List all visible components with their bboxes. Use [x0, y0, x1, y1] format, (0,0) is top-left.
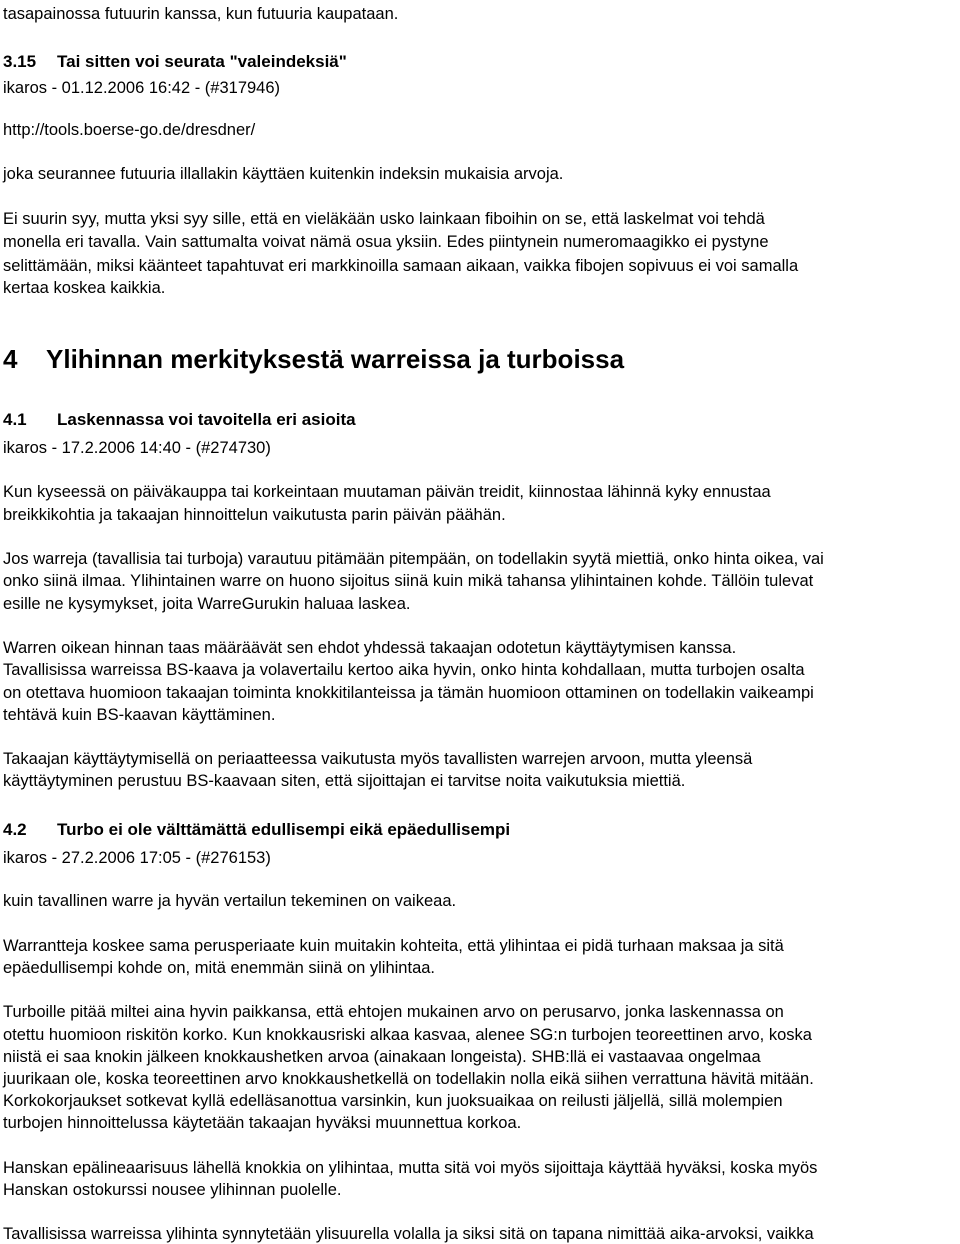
text-line: Turboille pitää miltei aina hyvin paikkansa, että ehtojen mukainen arvo on perusarvo, jonka laskennassa on: [3, 1003, 784, 1021]
section-number: 4.1: [3, 410, 27, 429]
text-line: Ei suurin syy, mutta yksi syy sille, että en vieläkään usko lainkaan fiboihin on se, että laskelmat voi tehdä: [3, 210, 765, 228]
text-line: Kun kyseessä on päiväkauppa tai korkeintaan muutaman päivän treidit, kiinnostaa lähinnä kyky ennustaa: [3, 483, 771, 501]
post-meta: ikaros - 17.2.2006 14:40 - (#274730): [3, 439, 271, 457]
section-heading-4-2: [3, 820, 510, 840]
post-meta: ikaros - 27.2.2006 17:05 - (#276153): [3, 849, 271, 867]
section-heading-3-15: [3, 52, 347, 72]
text-line: joka seurannee futuuria illallakin käyttäen kuitenkin indeksin mukaisia arvoja.: [3, 165, 564, 183]
section-number: 3.15: [3, 52, 37, 71]
text-line: Tavallisissa warreissa ylihinta synnytetään ylisuurella volalla ja siksi sitä on tapana nimittää aika-arvoksi, vaikka: [3, 1225, 814, 1243]
text-line: turbojen hinnoittelussa käytetään takaajan hyväksi muunnettua korkoa.: [3, 1114, 522, 1132]
section-heading-4-1: [3, 410, 356, 430]
text-line: Tavallisissa warreissa BS-kaava ja volavertailu kertoo aika hyvin, onko hinta kohdallaan, mutta turbojen osalta: [3, 661, 805, 679]
section-title: Turbo ei ole välttämättä edullisempi eikä epäedullisempi: [57, 820, 511, 839]
section-title: Ylihinnan merkityksestä warreissa ja turboissa: [46, 344, 625, 374]
text-line: kuin tavallinen warre ja hyvän vertailun tekeminen on vaikeaa.: [3, 892, 457, 910]
section-title: Laskennassa voi tavoitella eri asioita: [57, 410, 356, 429]
text-line: monella eri tavalla. Vain sattumalta voivat nämä osua yksiin. Edes piintynein numeromaagikko ei pystyne: [3, 233, 769, 251]
text-line: Hanskan ostokurssi nousee ylihinnan puolelle.: [3, 1181, 342, 1199]
text-line: epäedullisempi kohde on, mitä enemmän siinä on ylihintaa.: [3, 959, 436, 977]
text-line: tehtävä kuin BS-kaavan käyttäminen.: [3, 706, 276, 724]
text-line: juurikaan ole, koska teoreettinen arvo knokkaushetkellä on todellakin nolla eikä siihen verrattuna hävitä mitään.: [3, 1070, 814, 1088]
text-line: kertaa koskea kaikkia.: [3, 279, 166, 297]
text-line: Hanskan epälineaarisuus lähellä knokkia on ylihintaa, mutta sitä voi myös sijoittaja käyttää hyväksi, koska myös: [3, 1159, 818, 1177]
text-line: Jos warreja (tavallisia tai turboja) varautuu pitämään pitempään, on todellakin syytä miettiä, onko hinta oikea, vai: [3, 550, 824, 568]
text-line: Takaajan käyttäytymisellä on periaatteessa vaikutusta myös tavallisten warrejen arvoon, mutta yleensä: [3, 750, 753, 768]
text-line: Warrantteja koskee sama perusperiaate kuin muitakin kohteita, että ylihintaa ei pidä turhaan maksaa ja sitä: [3, 937, 784, 955]
text-line: otettu huomioon riskitön korko. Kun knokkausriski alkaa kasvaa, alenee SG:n turbojen teoreettinen arvo, koska: [3, 1026, 812, 1044]
text-line: http://tools.boerse-go.de/dresdner/: [3, 121, 256, 139]
section-number: 4: [3, 344, 18, 374]
text-line: on otettava huomioon takaajan toiminta knokkitilanteissa ja tämän huomioon ottaminen on todellakin vaikeampi: [3, 684, 814, 702]
section-heading-4: [3, 344, 624, 374]
text-line: käyttäytyminen perustuu BS-kaavaan siten, että sijoittajan ei tarvitse noita vaikutuksia miettiä.: [3, 772, 686, 790]
text-line: niistä ei saa knokin jälkeen knokkaushetken arvoa (ainakaan longeista). SHB:llä ei vastaavaa ongelmaa: [3, 1048, 761, 1066]
text-line: tasapainossa futuurin kanssa, kun futuuria kaupataan.: [3, 5, 399, 23]
post-meta: ikaros - 01.12.2006 16:42 - (#317946): [3, 79, 281, 97]
text-line: Korkokorjaukset sotkevat kyllä edelläsanottua varsinkin, kun juoksuaikaa on reilusti jäljellä, sillä molempien: [3, 1092, 783, 1110]
text-line: esille ne kysymykset, joita WarreGurukin haluaa laskea.: [3, 595, 411, 613]
section-title: Tai sitten voi seurata "valeindeksiä": [57, 52, 347, 71]
text-line: selittämään, miksi käänteet tapahtuvat eri markkinoilla samaan aikaan, vaikka fibojen sopivuus ei voi samalla: [3, 257, 799, 275]
text-line: breikkikohtia ja takaajan hinnoittelun vaikutusta parin päivän päähän.: [3, 506, 506, 524]
text-line: Warren oikean hinnan taas määräävät sen ehdot yhdessä takaajan odotetun käyttäytymisen kanssa.: [3, 639, 737, 657]
section-number: 4.2: [3, 820, 27, 839]
text-line: onko siinä ilmaa. Ylihintainen warre on huono sijoitus siinä kuin mikä tahansa ylihintainen kohde. Tällöin tulevat: [3, 572, 814, 590]
